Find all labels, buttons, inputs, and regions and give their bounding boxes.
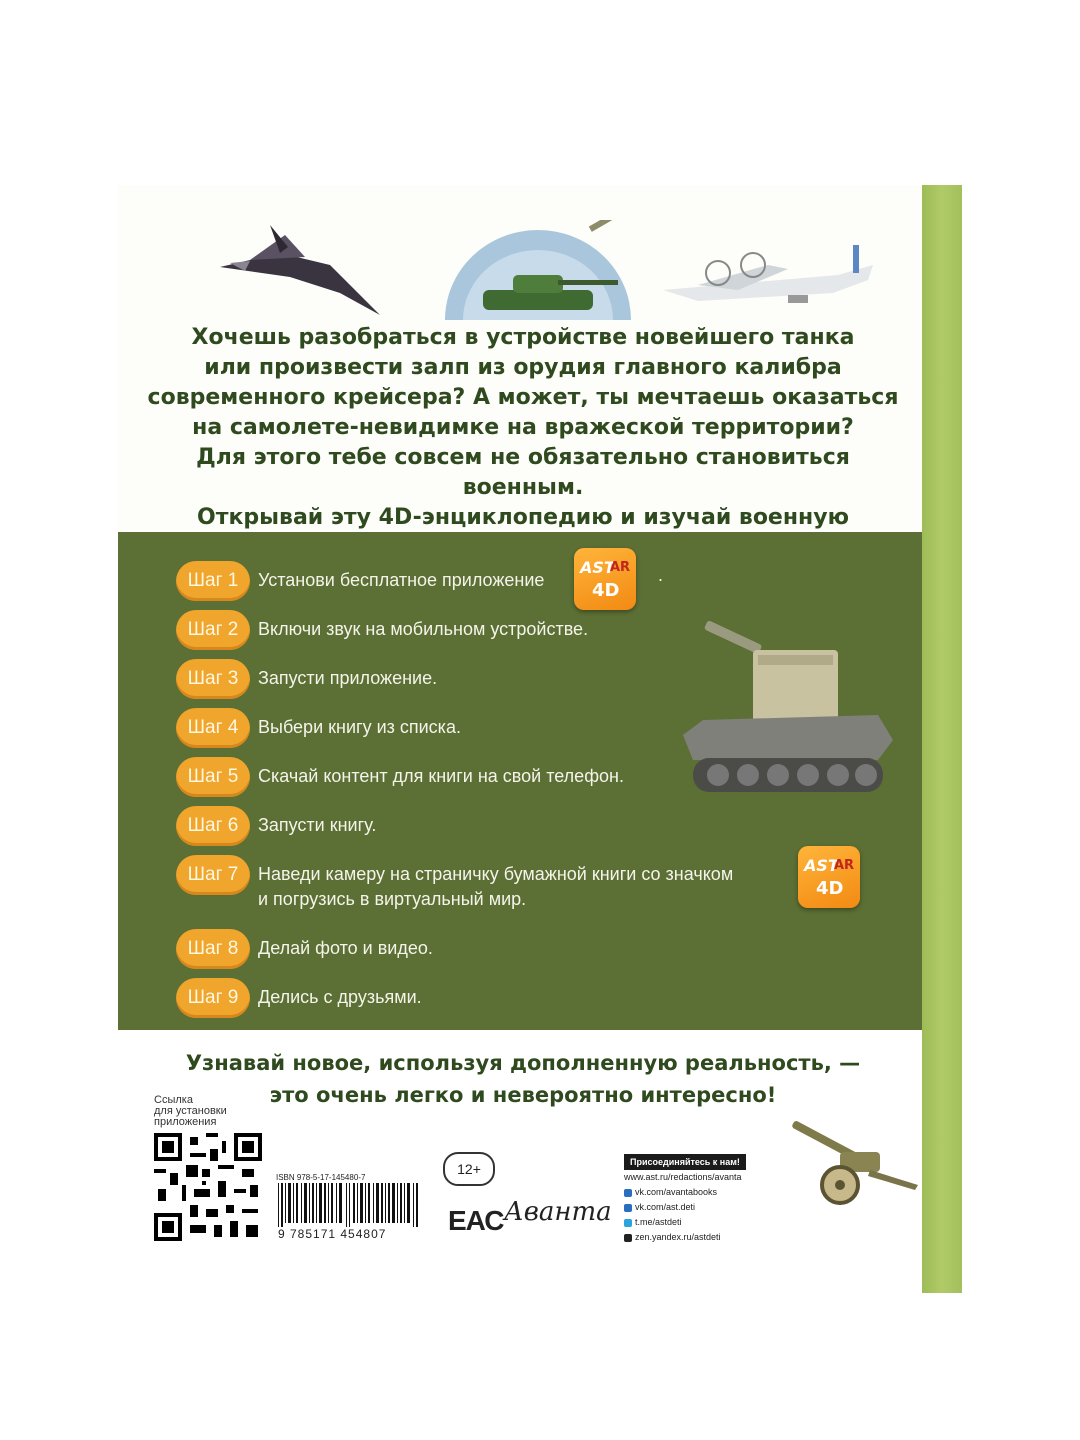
vk-link-text[interactable]: vk.com/ast.deti [635, 1202, 696, 1212]
astar-logo-text: AR [834, 858, 855, 873]
step-text: Скачай контент для книги на свой телефон. [258, 766, 624, 786]
step-text: Делись с друзьями. [258, 987, 422, 1007]
social-links-block [624, 1152, 794, 1245]
step-badge: Шаг 4 [176, 708, 250, 748]
step-text: Наведи камеру на страничку бумажной книги со значком и погрузись в виртуальный мир. [258, 864, 734, 909]
zen-icon [624, 1234, 632, 1242]
step-badge: Шаг 1 [176, 561, 250, 601]
astar-app-logo [574, 548, 636, 610]
qr-code[interactable] [154, 1133, 262, 1241]
vk-link[interactable] [624, 1200, 794, 1215]
isbn-barcode [276, 1173, 426, 1243]
step-text: Запусти книгу. [258, 815, 377, 835]
howitzer-illustration [790, 1110, 920, 1210]
step-badge: Шаг 2 [176, 610, 250, 650]
barcode-bars [276, 1183, 422, 1227]
step-9 [176, 978, 422, 1018]
vk-icon [624, 1204, 632, 1212]
astar-marker-logo [798, 846, 860, 908]
step-1 [176, 561, 544, 601]
vk-link[interactable] [624, 1185, 794, 1200]
step-badge: Шаг 6 [176, 806, 250, 846]
steps-panel [118, 532, 922, 1030]
step-6 [176, 806, 376, 846]
cargo-plane-illustration [658, 235, 883, 310]
illustration-header [118, 185, 922, 530]
astar-logo-text: 4D [592, 580, 620, 601]
vk-icon [624, 1189, 632, 1197]
vk-link-text[interactable]: vk.com/avantabooks [635, 1187, 718, 1197]
age-rating-badge: 12+ [443, 1152, 495, 1186]
barcode-digits: 9 785171 454807 [278, 1227, 387, 1241]
tank-dome-illustration [443, 220, 633, 320]
heavy-tank-illustration [678, 610, 898, 810]
telegram-link[interactable] [624, 1215, 794, 1230]
step-7 [176, 855, 733, 912]
step-text: Выбери книгу из списка. [258, 717, 461, 737]
qr-caption: Ссылка для установки приложения [154, 1094, 227, 1128]
astar-logo-text: 4D [816, 878, 844, 899]
zen-link[interactable] [624, 1230, 794, 1245]
step-text: Делай фото и видео. [258, 938, 433, 958]
astar-logo-text: AST [804, 856, 839, 875]
stealth-jet-illustration [210, 205, 390, 320]
step-1-period: . [658, 565, 664, 585]
publisher-logo: Аванта [504, 1197, 612, 1227]
step-badge: Шаг 9 [176, 978, 250, 1018]
step-4 [176, 708, 461, 748]
telegram-link-text[interactable]: t.me/astdeti [635, 1217, 682, 1227]
step-2 [176, 610, 588, 650]
step-badge: Шаг 7 [176, 855, 250, 895]
step-text: Установи бесплатное приложение [258, 570, 545, 590]
intro-paragraph: Хочешь разобраться в устройстве новейшего танка или произвести залп из орудия главного калибра современного крейсера? А может, ты мечтаешь оказаться на самолете-невидимке на вражеской территории? Для этого тебе совсем не обязательно становиться военным. Открывай эту 4D-энциклопедию и изучай военную [147, 325, 899, 530]
astar-logo-text: AST [580, 558, 615, 577]
site-link-text[interactable]: www.ast.ru/redactions/avanta [624, 1172, 742, 1182]
astar-logo-text: AR [610, 560, 631, 575]
zen-link-text[interactable]: zen.yandex.ru/astdeti [635, 1232, 721, 1242]
book-spine [922, 185, 962, 1293]
step-badge: Шаг 5 [176, 757, 250, 797]
telegram-icon [624, 1219, 632, 1227]
step-text: Включи звук на мобильном устройстве. [258, 619, 589, 639]
outro-paragraph: Узнавай новое, используя дополненную реальность, — это очень легко и невероятно интересно! [185, 1051, 861, 1107]
step-badge: Шаг 8 [176, 929, 250, 969]
step-5 [176, 757, 624, 797]
step-8 [176, 929, 433, 969]
book-back-cover [118, 185, 962, 1293]
step-3 [176, 659, 437, 699]
social-title: Присоединяйтесь к нам! [624, 1154, 746, 1170]
step-text: Запусти приложение. [258, 668, 438, 688]
isbn-text: ISBN 978-5-17-145480-7 [276, 1173, 366, 1182]
eac-mark: ЕАС [448, 1205, 504, 1236]
step-badge: Шаг 3 [176, 659, 250, 699]
site-link[interactable] [624, 1170, 794, 1185]
